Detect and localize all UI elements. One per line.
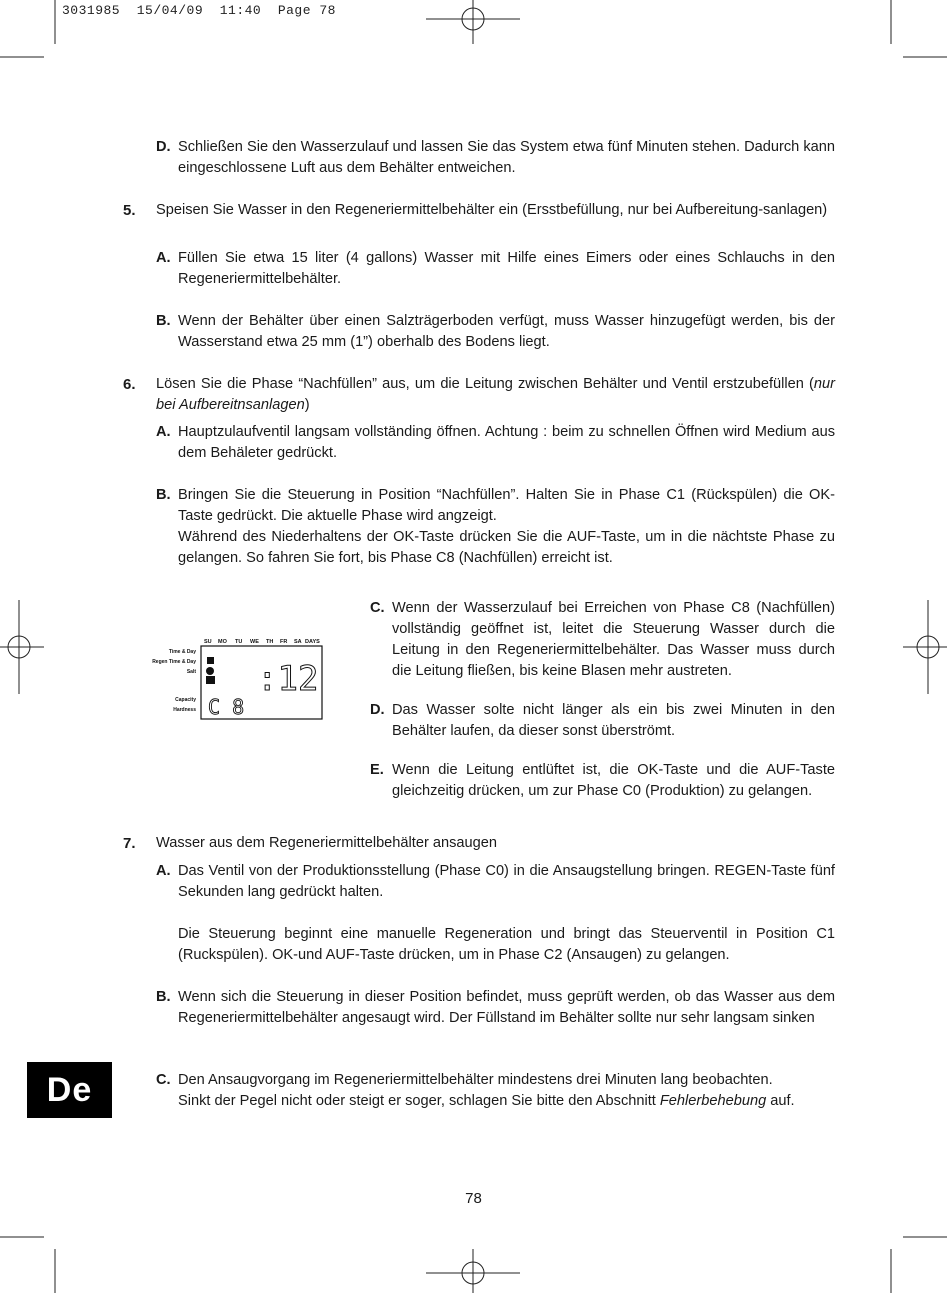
lcd-phase: C 8 xyxy=(208,695,245,719)
step-6e xyxy=(370,760,835,802)
step-5-heading: Speisen Sie Wasser in den Regeneriermittelbehälter ein (Ersstbefüllung, nur bei Aufbereitung-sanlagen) xyxy=(156,202,828,218)
step-6c xyxy=(370,598,835,682)
item-text: Das Wasser solte nicht länger als ein bis zwei Minuten in den Behälter laufen, da dieser sonst überströmt. xyxy=(392,702,835,739)
lcd-day-label: DAYS xyxy=(305,639,320,645)
item-label: A. xyxy=(156,250,171,266)
item-label: D. xyxy=(370,702,385,718)
item-text: Wenn der Behälter über einen Salzträgerboden verfügt, muss Wasser hinzugefügt werden, bis der Wasserstand etwa 25 mm (1”) oberhalb des Bodens liegt. xyxy=(178,313,835,350)
lcd-label-salt: Salt xyxy=(186,669,196,675)
item-label: C. xyxy=(156,1072,171,1088)
lcd-label-regen-time-day: Regen Time & Day xyxy=(152,659,196,665)
item-text: Wenn die Leitung entlüftet ist, die OK-Taste und die AUF-Taste gleichzeitig drücken, um zur Phase C0 (Produktion) zu gelangen. xyxy=(392,762,835,799)
lcd-label-hardness: Hardness xyxy=(173,707,196,713)
step-6-text: Lösen Sie die Phase “Nachfüllen” aus, um die Leitung zwischen Behälter und Ventil erstzubefüllen ( xyxy=(156,376,814,392)
step-6b xyxy=(156,485,835,569)
step-number-6: 6. xyxy=(123,376,136,393)
item-label: A. xyxy=(156,863,171,879)
item-label: E. xyxy=(370,762,384,778)
registration-mark-bottom xyxy=(426,1249,520,1293)
registration-mark-top xyxy=(426,0,520,44)
lcd-day-label: SA xyxy=(294,639,302,645)
item-label: D. xyxy=(156,139,171,155)
step-5a xyxy=(156,248,835,290)
step-7b xyxy=(156,987,835,1029)
item-label: B. xyxy=(156,989,171,1005)
item-text-continued: Die Steuerung beginnt eine manuelle Regeneration und bringt das Steuerventil in Position C1 (Ruckspülen). OK-und AUF-Taste drücken, um in Phase C2 (Ansaugen) zu gelangen. xyxy=(178,926,835,963)
item-text: Füllen Sie etwa 15 liter (4 gallons) Wasser mit Hilfe eines Eimers oder eines Schlauchs in den Regeneriermittelbehälter. xyxy=(178,250,835,287)
lcd-day-label: FR xyxy=(280,639,288,645)
language-tab: De xyxy=(27,1062,112,1118)
registration-mark-right xyxy=(903,600,947,694)
step-7a xyxy=(156,861,835,966)
item-text-continued xyxy=(178,1091,835,1112)
step-6-italic-note: nur bei Aufbereitnsanlagen xyxy=(156,376,835,413)
step-6-text-end: ) xyxy=(304,397,310,413)
step-7-heading: Wasser aus dem Regeneriermittelbehälter ansaugen xyxy=(156,835,497,851)
lcd-day-label: TH xyxy=(266,639,274,645)
step-number-5: 5. xyxy=(123,202,136,219)
item-text: Den Ansaugvorgang im Regeneriermittelbehälter mindestens drei Minuten lang beobachten. xyxy=(178,1072,773,1088)
step-6-heading xyxy=(156,374,835,416)
item-text: Wenn sich die Steuerung in dieser Position befindet, muss geprüft werden, ob das Wasser aus dem Regeneriermittelbehälter angesaugt wird. Der Füllstand im Behälter sollte nur sehr langsam sinken xyxy=(178,989,835,1026)
lcd-day-label: TU xyxy=(235,639,243,645)
lcd-valve-icon xyxy=(206,657,215,684)
item-text-end: auf. xyxy=(766,1093,795,1109)
item-text: Schließen Sie den Wasserzulauf und lassen Sie das System etwa fünf Minuten stehen. Dadurch kann eingeschlossene Luft aus dem Behälter entweichen. xyxy=(178,139,835,176)
lcd-day-label: SU xyxy=(204,639,212,645)
lcd-label-time-day: Time & Day xyxy=(168,649,196,655)
page-number: 78 xyxy=(465,1190,482,1207)
step-7c xyxy=(156,1070,835,1112)
step-number-7: 7. xyxy=(123,835,136,852)
step-6a xyxy=(156,422,835,464)
item-text: Hauptzulaufventil langsam vollständing öffnen. Achtung : beim zu schnellen Öffnen wird Medium aus dem Behäleter gedrückt. xyxy=(178,424,835,461)
item-text: Wenn der Wasserzulauf bei Erreichen von Phase C8 (Nachfüllen) vollständig geöffnet ist, leitet die Steuerung Wasser durch die Leitung in den Regeneriermittelbehälter. Das Wasser muss durch die Leitung fließen, bis keine Blasen mehr austreten. xyxy=(392,600,835,679)
controller-lcd-display xyxy=(140,636,325,722)
registration-mark-left xyxy=(0,600,44,694)
item-text-continued: Während des Niederhaltens der OK-Taste drücken Sie die AUF-Taste, um in die nächtste Phase zu gelangen. So fahren Sie fort, bis Phase C8 (Nachfüllen) erreicht ist. xyxy=(178,529,835,566)
step-d-close-inlet xyxy=(156,137,835,179)
lcd-day-label: WE xyxy=(250,639,259,645)
item-text-part: Sinkt der Pegel nicht oder steigt er soger, schlagen Sie bitte den Abschnitt xyxy=(178,1093,660,1109)
item-text: Das Ventil von der Produktionsstellung (Phase C0) in die Ansaugstellung bringen. REGEN-Taste fünf Sekunden lang gedrückt halten. xyxy=(178,863,835,900)
item-label: B. xyxy=(156,313,171,329)
item-text: Bringen Sie die Steuerung in Position “Nachfüllen”. Halten Sie in Phase C1 (Rückspülen) die OK-Taste gedrückt. Die aktuelle Phase wird angzeigt. xyxy=(178,487,835,524)
print-slug: 3031985 15/04/09 11:40 Page 78 xyxy=(62,3,336,18)
item-label: C. xyxy=(370,600,385,616)
lcd-day-label: MO xyxy=(218,639,227,645)
lcd-big-digits: :12 xyxy=(257,659,319,699)
item-label: A. xyxy=(156,424,171,440)
item-label: B. xyxy=(156,487,171,503)
step-5b xyxy=(156,311,835,353)
lcd-label-capacity: Capacity xyxy=(175,697,196,703)
troubleshooting-reference: Fehlerbehebung xyxy=(659,1093,767,1109)
step-6d xyxy=(370,700,835,742)
